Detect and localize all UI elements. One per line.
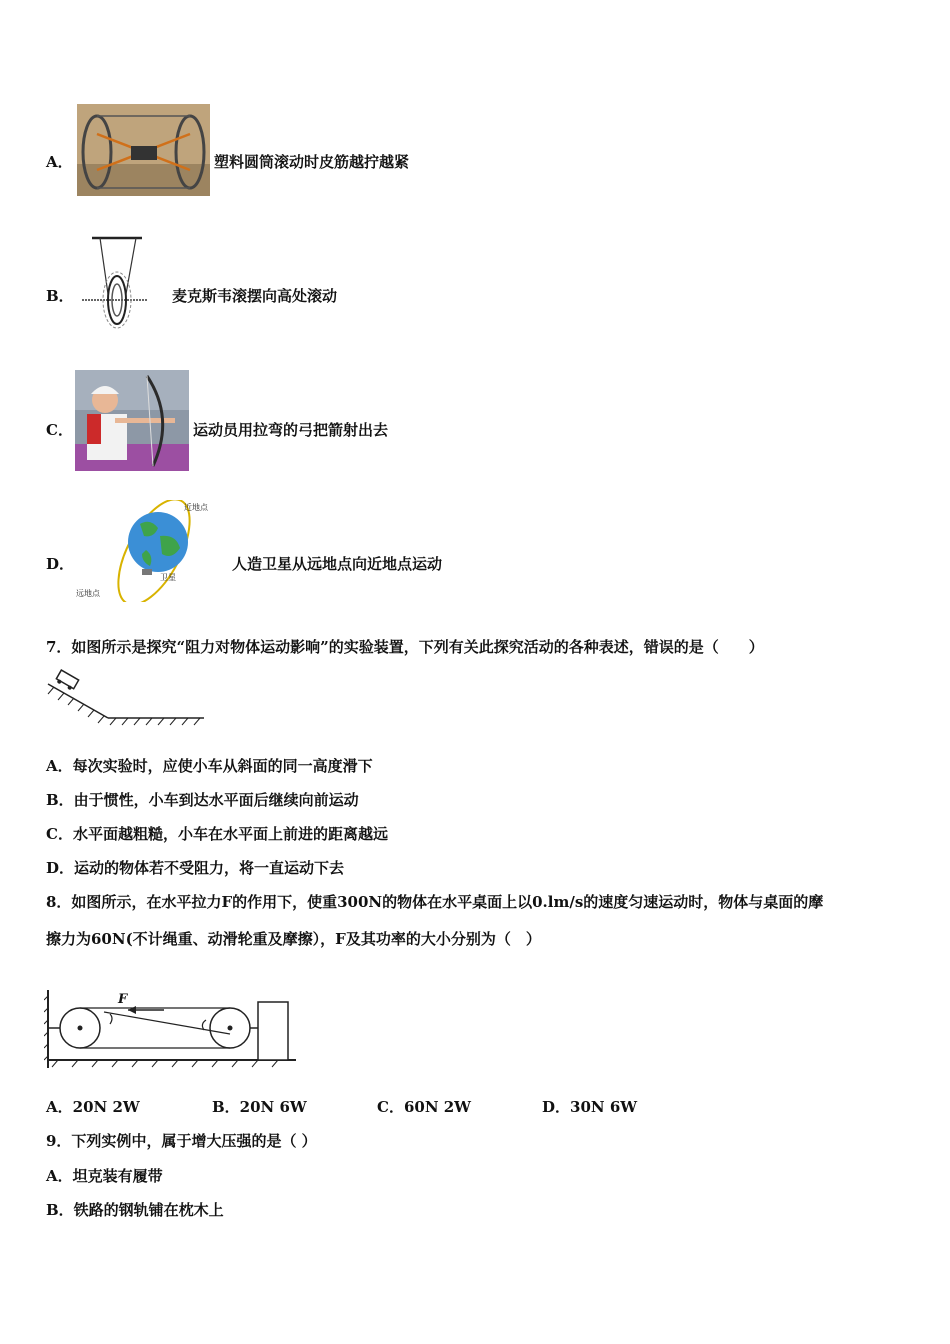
q7-option-a: A．每次实验时，应使小车从斜面的同一高度滑下 — [46, 757, 373, 775]
q9-option-b: B．铁路的钢轨铺在枕木上 — [46, 1201, 224, 1219]
q9-option-a: A．坦克装有履带 — [46, 1167, 163, 1185]
option-d-letter: D． — [46, 555, 75, 573]
q8-option-a: A．20N 2W — [46, 1098, 140, 1116]
option-b-text: 麦克斯韦滚摆向高处滚动 — [172, 287, 338, 305]
q7-option-d: D．运动的物体若不受阻力，将一直运动下去 — [46, 859, 345, 877]
q8-option-b: B．20N 6W — [212, 1098, 307, 1116]
q8-option-c: C．60N 2W — [377, 1098, 472, 1116]
satellite-orbit-image — [76, 500, 226, 602]
option-a-letter: A． — [46, 153, 73, 171]
option-b-letter: B． — [46, 287, 74, 305]
q8-stem-line2: 擦力为60N(不计绳重、动滑轮重及摩擦），F及其功率的大小分别为（ ） — [46, 930, 541, 948]
near-point-label: 近地点 — [184, 503, 208, 512]
option-c-letter: C． — [46, 421, 73, 439]
option-a-text: 塑料圆筒滚动时皮筋越拧越紧 — [214, 153, 410, 171]
force-f-label: F — [118, 992, 128, 1007]
option-d-text: 人造卫星从远地点向近地点运动 — [232, 555, 443, 573]
q8-stem-line1: 8．如图所示，在水平拉力F的作用下，使重300N的物体在水平桌面上以0.lm/s的速度匀速运动时，物体与桌面的摩 — [46, 893, 824, 911]
q8-option-d: D．30N 6W — [542, 1098, 638, 1116]
satellite-label: 卫星 — [160, 573, 176, 582]
far-point-label: 远地点 — [76, 589, 100, 598]
option-c-text: 运动员用拉弯的弓把箭射出去 — [193, 421, 389, 439]
pulley-system-diagram — [44, 984, 300, 1074]
q7-stem: 7．如图所示是探究“阻力对物体运动影响”的实验装置，下列有关此探究活动的各种表述，错误的是（ ） — [46, 638, 764, 656]
plastic-cylinder-image — [77, 104, 210, 196]
satellite-icon — [142, 569, 152, 575]
q7-option-b: B．由于惯性，小车到达水平面后继续向前运动 — [46, 791, 359, 809]
q9-stem: 9．下列实例中，属于增大压强的是（ ） — [46, 1132, 317, 1150]
q7-option-c: C．水平面越粗糙，小车在水平面上前进的距离越远 — [46, 825, 388, 843]
archer-image — [75, 370, 189, 471]
incline-cart-diagram — [44, 668, 206, 728]
maxwell-pendulum-image — [78, 234, 152, 330]
